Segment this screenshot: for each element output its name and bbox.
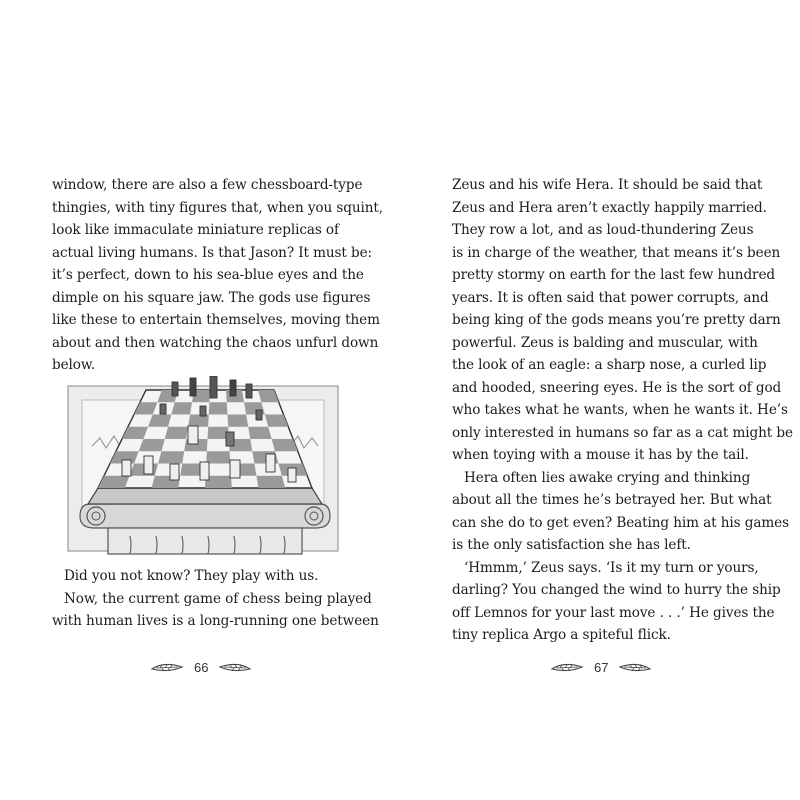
text-line: it’s perfect, down to his sea-blue eyes and the <box>52 267 364 283</box>
text-line: tiny replica Argo a spiteful flick. <box>452 627 671 643</box>
text-line: actual living humans. Is that Jason? It must be: <box>52 244 373 261</box>
text-line: years. It is often said that power corrupts, and <box>452 289 769 306</box>
laurel-leaf-icon <box>150 659 184 675</box>
text-line: powerful. Zeus is balding and muscular, with <box>452 334 758 351</box>
text-line: about all the times he’s betrayed her. But what <box>452 492 772 508</box>
text-line: Now, the current game of chess being played <box>64 590 372 607</box>
laurel-leaf-icon <box>218 659 252 675</box>
text-line: thingies, with tiny figures that, when you squint, <box>52 199 383 216</box>
text-line: and hooded, sneering eyes. He is the sort of god <box>452 379 782 396</box>
right-text <box>452 174 793 647</box>
text-line: with human lives is a long-running one between <box>52 613 379 629</box>
text-line: can she do to get even? Beating him at his games <box>452 514 789 531</box>
text-line: pretty stormy on earth for the last few hundred <box>452 267 776 283</box>
board-square <box>227 415 248 427</box>
page-number: 67 <box>594 659 609 675</box>
text-line: They row a lot, and as loud-thundering Zeus <box>452 222 754 238</box>
text-line: off Lemnos for your last move . . .’ He gives the <box>452 604 775 621</box>
left-top-paragraph <box>52 174 383 377</box>
text-line: when toying with a mouse it has by the tail. <box>452 447 749 463</box>
text-line: Zeus and his wife Hera. It should be said that <box>452 177 763 193</box>
left-page-folio <box>150 652 252 682</box>
right-page <box>400 0 800 800</box>
page-number: 66 <box>194 659 209 675</box>
board-square <box>209 402 228 414</box>
text-line: only interested in humans so far as a cat might be <box>452 424 793 441</box>
board-square <box>165 427 188 439</box>
text-line: is in charge of the weather, that means it’s been <box>452 244 781 261</box>
text-line: Did you not know? They play with us. <box>64 568 319 584</box>
board-square <box>158 451 184 463</box>
text-line: window, there are also a few chessboard-type <box>52 177 363 193</box>
text-line: Hera often lies awake crying and thinking <box>464 469 751 486</box>
text-line: darling? You changed the wind to hurry the ship <box>452 582 781 598</box>
board-square <box>206 451 230 463</box>
board-square <box>171 402 192 414</box>
chessboard-on-column-illustration <box>60 376 350 556</box>
text-line: below. <box>52 357 96 373</box>
text-line: who takes what he wants, when he wants it. He’s <box>452 402 788 418</box>
text-line: like these to entertain themselves, moving them <box>52 312 380 328</box>
text-line: is the only satisfaction she has left. <box>452 537 691 553</box>
laurel-leaf-icon <box>618 659 652 675</box>
text-line: look like immaculate miniature replicas of <box>52 222 339 238</box>
text-line: dimple on his square jaw. The gods use figures <box>52 289 371 306</box>
text-line: ‘Hmmm,’ Zeus says. ‘Is it my turn or yours, <box>464 559 759 576</box>
board-square <box>248 427 271 439</box>
text-line: the look of an eagle: a sharp nose, a curled lip <box>452 357 767 373</box>
board-square <box>256 476 285 488</box>
laurel-leaf-icon <box>550 659 584 675</box>
text-line: about and then watching the chaos unfurl down <box>52 334 379 351</box>
text-line: being king of the gods means you’re pretty darn <box>452 312 781 328</box>
text-line: Zeus and Hera aren’t exactly happily married. <box>452 199 767 216</box>
left-bottom-paragraph <box>52 565 379 633</box>
right-page-folio <box>550 652 652 682</box>
